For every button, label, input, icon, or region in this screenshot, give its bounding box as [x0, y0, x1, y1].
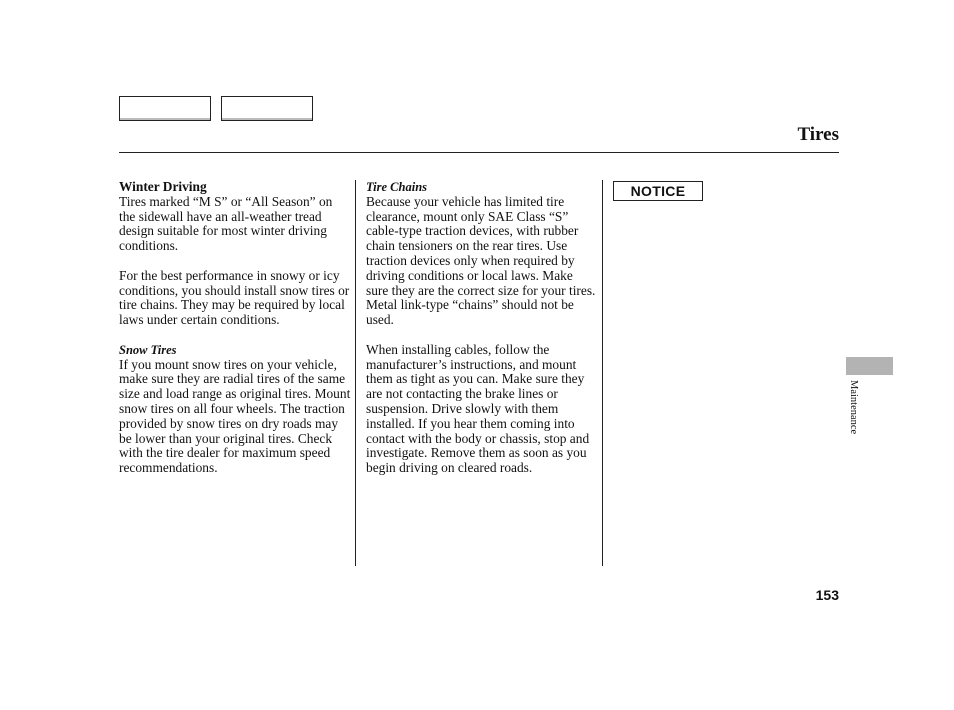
text-column-1 [119, 180, 351, 491]
section-side-label: Maintenance [848, 380, 859, 435]
notice-label: NOTICE [613, 181, 703, 201]
subsection-heading: Snow Tires [119, 342, 177, 357]
nav-button-next[interactable] [221, 96, 313, 121]
paragraph: Because your vehicle has limited tire clearance, mount only SAE Class “S” cable-type traction devices, with rubber chain tensioners on the rear tires. Use traction devices only when required by driving conditions or local laws. Make sure they are the correct size for your tires. Metal link-type “chains” should not be used. [366, 193, 596, 328]
page-number: 153 [815, 587, 839, 603]
text-column-2 [366, 180, 598, 491]
section-heading: Winter Driving [119, 179, 207, 194]
paragraph: For the best performance in snowy or icy conditions, you should install snow tires or tire chains. They may be required by local laws under certain conditions. [119, 267, 350, 328]
header-rule [119, 152, 839, 153]
nav-button-previous[interactable] [119, 96, 211, 121]
section-tab-marker [846, 357, 893, 375]
subsection-heading: Tire Chains [366, 180, 428, 194]
paragraph: When installing cables, follow the manufacturer’s instructions, and mount them as tight as you can. Make sure they are not contacting the brake lines or suspension. Drive slowly with them installed. If you hear them coming into contact with the body or chassis, stop and investigate. Remove them as soon as you begin driving on cleared roads. [366, 341, 590, 476]
page-title: Tires [797, 124, 839, 145]
column-divider [355, 180, 356, 566]
paragraph: Tires marked “M S” or “All Season” on the sidewall have an all-weather tread design suitable for most winter driving conditions. [119, 193, 333, 254]
paragraph: If you mount snow tires on your vehicle, make sure they are radial tires of the same size and load range as original tires. Mount snow tires on all four wheels. The traction provided by snow tires on dry roads may be lower than your original tires. Check with the tire dealer for maximum speed recommendations. [119, 356, 351, 476]
column-divider [602, 180, 603, 566]
